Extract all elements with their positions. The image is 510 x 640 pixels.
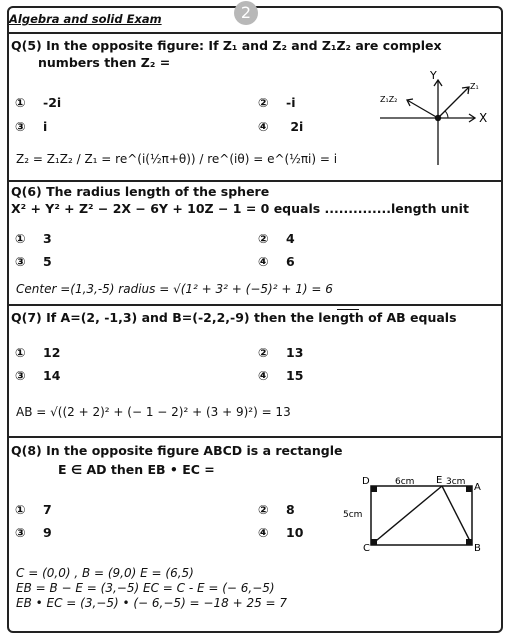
length-dc: 5cm xyxy=(343,510,363,520)
option-number: ④ xyxy=(258,254,269,269)
q7-prompt: Q(7) If A=(2, -1,3) and B=(-2,2,-9) then the length of AB equals xyxy=(11,310,457,325)
option-number: ④ xyxy=(258,119,269,134)
divider xyxy=(7,180,503,182)
q8-option-1 xyxy=(15,502,52,517)
q6-option-1 xyxy=(15,231,52,246)
label-a: A xyxy=(474,482,481,493)
q6-option-4 xyxy=(258,254,295,269)
option-number: ③ xyxy=(15,254,26,269)
option-text: 8 xyxy=(286,502,295,517)
q6-solution: Center =(1,3,-5) radius = √(1² + 3² + (−5)² + 1) = 6 xyxy=(16,282,333,296)
option-text: 9 xyxy=(43,525,52,540)
exam-title: Algebra and solid Exam xyxy=(9,12,162,26)
q5-prompt-line2: numbers then Z₂ = xyxy=(38,55,171,70)
option-text: 7 xyxy=(43,502,52,517)
divider xyxy=(7,32,503,34)
option-text: 3 xyxy=(43,231,52,246)
option-number: ② xyxy=(258,502,269,517)
q5-argand-figure xyxy=(375,70,495,170)
corner-d xyxy=(371,486,377,492)
option-text: 10 xyxy=(286,525,304,540)
label-c: C xyxy=(363,543,370,554)
q6-prompt-line1: Q(6) The radius length of the sphere xyxy=(11,184,270,199)
divider xyxy=(7,304,503,306)
q7-option-2 xyxy=(258,345,303,360)
option-number: ② xyxy=(258,345,269,360)
option-number: ① xyxy=(15,345,26,360)
q8-solution-line2: EB = B − E = (3,−5) EC = C - E = (− 6,−5) xyxy=(16,581,275,595)
option-number: ③ xyxy=(15,119,26,134)
q6-prompt-line2: X² + Y² + Z² − 2X − 6Y + 10Z − 1 = 0 equals ..............length unit xyxy=(11,201,469,216)
q8-prompt-line1: Q(8) In the opposite figure ABCD is a rectangle xyxy=(11,443,343,458)
option-text: i xyxy=(43,119,48,134)
q8-prompt-line2: E ∈ AD then EB • EC = xyxy=(58,462,215,477)
corner-b xyxy=(466,539,472,545)
y-label: Y xyxy=(430,69,437,82)
q8-rectangle-figure xyxy=(340,474,490,554)
z1z2-label: Z₁Z₂ xyxy=(380,95,398,104)
q6-option-3 xyxy=(15,254,52,269)
q8-solution-line1: C = (0,0) , B = (9,0) E = (6,5) xyxy=(16,566,194,580)
q6-option-2 xyxy=(258,231,295,246)
option-number: ④ xyxy=(258,525,269,540)
option-number: ③ xyxy=(15,368,26,383)
q5-option-4 xyxy=(258,119,303,134)
label-b: B xyxy=(474,543,481,554)
q7-solution: AB = √((2 + 2)² + (− 1 − 2)² + (3 + 9)²) = 13 xyxy=(16,405,291,419)
q8-option-4 xyxy=(258,525,303,540)
option-number: ④ xyxy=(258,368,269,383)
option-text: 5 xyxy=(43,254,52,269)
segment-eb xyxy=(442,486,472,545)
option-text: -i xyxy=(286,95,296,110)
option-text: 15 xyxy=(286,368,304,383)
q7-option-1 xyxy=(15,345,60,360)
option-number: ② xyxy=(258,231,269,246)
q5-option-2 xyxy=(258,95,296,110)
corner-a xyxy=(466,486,472,492)
corner-c xyxy=(371,539,377,545)
label-e: E xyxy=(436,475,443,486)
option-text: 13 xyxy=(286,345,304,360)
option-text: 2i xyxy=(290,119,304,134)
angle-arc xyxy=(445,111,448,118)
option-text: 4 xyxy=(286,231,295,246)
z1-vector xyxy=(438,87,469,118)
q7-option-4 xyxy=(258,368,303,383)
q5-solution: Z₂ = Z₁Z₂ / Z₁ = re^(i(½π+θ)) / re^(iθ) = e^(½πi) = i xyxy=(16,152,338,166)
label-d: D xyxy=(362,476,370,487)
z1-label: Z₁ xyxy=(470,82,479,91)
option-number: ② xyxy=(258,95,269,110)
option-number: ① xyxy=(15,231,26,246)
option-text: 14 xyxy=(43,368,61,383)
q8-option-3 xyxy=(15,525,52,540)
option-number: ③ xyxy=(15,525,26,540)
q8-solution-line3: EB • EC = (3,−5) • (− 6,−5) = −18 + 25 = 7 xyxy=(16,596,288,610)
option-text: 6 xyxy=(286,254,295,269)
length-de: 6cm xyxy=(395,477,415,487)
option-number: ① xyxy=(15,502,26,517)
q7-option-3 xyxy=(15,368,60,383)
q5-option-1 xyxy=(15,95,61,110)
ab-overline xyxy=(337,309,359,310)
x-label: X xyxy=(479,111,488,125)
page-number-badge: 2 xyxy=(234,1,258,25)
segment-ec xyxy=(371,486,442,545)
origin-dot xyxy=(435,115,441,121)
q5-prompt-line1: Q(5) In the opposite figure: If Z₁ and Z₂ and Z₁Z₂ are complex xyxy=(11,38,442,53)
option-text: 12 xyxy=(43,345,61,360)
z1z2-vector xyxy=(407,100,438,118)
option-number: ① xyxy=(15,95,26,110)
divider xyxy=(7,436,503,438)
length-ea: 3cm xyxy=(446,477,466,487)
option-text: -2i xyxy=(43,95,62,110)
q5-option-3 xyxy=(15,119,47,134)
q8-option-2 xyxy=(258,502,295,517)
